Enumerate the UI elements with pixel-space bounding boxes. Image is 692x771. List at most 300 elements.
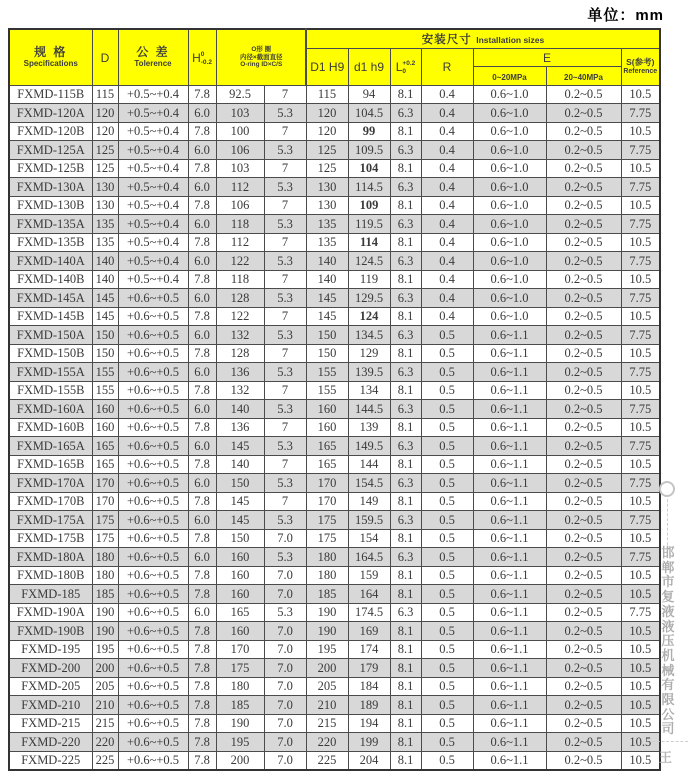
cell-spec: FXMD-220 [9, 733, 92, 752]
cell-E_20_40MPa: 0.2~0.5 [546, 474, 621, 493]
cell-E_0_20MPa: 0.6~1.1 [473, 603, 546, 622]
cell-D: 200 [92, 659, 118, 678]
cell-oring_cs: 7.0 [264, 585, 306, 604]
cell-E_20_40MPa: 0.2~0.5 [546, 85, 621, 104]
cell-L: 8.1 [390, 455, 421, 474]
table-row [9, 159, 660, 178]
table-row [9, 344, 660, 363]
cell-d1h9: 124 [348, 307, 390, 326]
cell-tolerance: +0.6~+0.5 [118, 307, 188, 326]
cell-E_0_20MPa: 0.6~1.0 [473, 122, 546, 141]
cell-D1H9: 165 [306, 455, 348, 474]
cell-d1h9: 129 [348, 344, 390, 363]
cell-E_20_40MPa: 0.2~0.5 [546, 603, 621, 622]
cell-H: 6.0 [188, 178, 216, 197]
cell-oring_id: 180 [216, 677, 264, 696]
cell-oring_cs: 5.3 [264, 141, 306, 160]
cell-H: 7.8 [188, 270, 216, 289]
cell-D: 225 [92, 751, 118, 770]
cell-D: 130 [92, 178, 118, 197]
cell-tolerance: +0.5~+0.4 [118, 178, 188, 197]
cell-R: 0.5 [421, 529, 473, 548]
cell-d1h9: 169 [348, 622, 390, 641]
cell-E_20_40MPa: 0.2~0.5 [546, 307, 621, 326]
cell-E_0_20MPa: 0.6~1.1 [473, 492, 546, 511]
cell-spec: FXMD-120A [9, 104, 92, 123]
cell-d1h9: 134.5 [348, 326, 390, 345]
cell-E_0_20MPa: 0.6~1.1 [473, 733, 546, 752]
cell-tolerance: +0.6~+0.5 [118, 437, 188, 456]
cell-spec: FXMD-195 [9, 640, 92, 659]
cell-spec: FXMD-145A [9, 289, 92, 308]
cell-oring_cs: 7.0 [264, 677, 306, 696]
cell-E_20_40MPa: 0.2~0.5 [546, 548, 621, 567]
cell-tolerance: +0.6~+0.5 [118, 418, 188, 437]
cell-R: 0.5 [421, 492, 473, 511]
cell-R: 0.4 [421, 233, 473, 252]
cell-d1h9: 144 [348, 455, 390, 474]
cell-spec: FXMD-215 [9, 714, 92, 733]
cell-D1H9: 135 [306, 233, 348, 252]
cell-D1H9: 175 [306, 529, 348, 548]
cell-E_20_40MPa: 0.2~0.5 [546, 178, 621, 197]
cell-spec: FXMD-115B [9, 85, 92, 104]
cell-D: 150 [92, 344, 118, 363]
cell-D: 135 [92, 233, 118, 252]
cell-E_20_40MPa: 0.2~0.5 [546, 437, 621, 456]
cell-D1H9: 190 [306, 622, 348, 641]
cell-E_0_20MPa: 0.6~1.1 [473, 474, 546, 493]
cell-spec: FXMD-190B [9, 622, 92, 641]
cell-L: 6.3 [390, 178, 421, 197]
cell-E_0_20MPa: 0.6~1.1 [473, 659, 546, 678]
cell-oring_cs: 5.3 [264, 252, 306, 271]
cell-L: 8.1 [390, 696, 421, 715]
cell-E_20_40MPa: 0.2~0.5 [546, 751, 621, 770]
cell-D1H9: 195 [306, 640, 348, 659]
cell-L: 6.3 [390, 141, 421, 160]
cell-oring_cs: 7.0 [264, 640, 306, 659]
table-row [9, 270, 660, 289]
cell-oring_id: 145 [216, 437, 264, 456]
header-installation-sizes: 安装尺寸 Installation sizes [306, 29, 660, 48]
cell-H: 7.8 [188, 307, 216, 326]
unit-label: 单位：mm [587, 7, 664, 24]
cell-E_0_20MPa: 0.6~1.0 [473, 215, 546, 234]
cell-S_ref: 10.5 [621, 270, 660, 289]
cell-spec: FXMD-130A [9, 178, 92, 197]
cell-D1H9: 140 [306, 252, 348, 271]
cell-oring_cs: 7.0 [264, 696, 306, 715]
cell-H: 7.8 [188, 492, 216, 511]
table-row [9, 566, 660, 585]
cell-E_0_20MPa: 0.6~1.0 [473, 141, 546, 160]
cell-oring_id: 106 [216, 196, 264, 215]
table-row [9, 437, 660, 456]
cell-S_ref: 7.75 [621, 141, 660, 160]
cell-tolerance: +0.6~+0.5 [118, 733, 188, 752]
cell-E_0_20MPa: 0.6~1.1 [473, 714, 546, 733]
cell-D1H9: 160 [306, 418, 348, 437]
cell-E_20_40MPa: 0.2~0.5 [546, 400, 621, 419]
cell-S_ref: 7.75 [621, 548, 660, 567]
cell-D1H9: 130 [306, 178, 348, 197]
cell-oring_id: 190 [216, 714, 264, 733]
cell-D1H9: 120 [306, 104, 348, 123]
cell-d1h9: 139.5 [348, 363, 390, 382]
cell-R: 0.5 [421, 714, 473, 733]
cell-H: 7.8 [188, 381, 216, 400]
cell-E_0_20MPa: 0.6~1.1 [473, 455, 546, 474]
cell-D1H9: 180 [306, 566, 348, 585]
cell-spec: FXMD-135B [9, 233, 92, 252]
cell-spec: FXMD-185 [9, 585, 92, 604]
cell-tolerance: +0.5~+0.4 [118, 104, 188, 123]
cell-D: 215 [92, 714, 118, 733]
table-row [9, 529, 660, 548]
cell-oring_id: 100 [216, 122, 264, 141]
table-row [9, 455, 660, 474]
cell-tolerance: +0.5~+0.4 [118, 141, 188, 160]
cell-tolerance: +0.5~+0.4 [118, 233, 188, 252]
cell-L: 8.1 [390, 381, 421, 400]
cell-L: 8.1 [390, 196, 421, 215]
cell-spec: FXMD-155A [9, 363, 92, 382]
cell-oring_id: 185 [216, 696, 264, 715]
cell-spec: FXMD-160A [9, 400, 92, 419]
cell-L: 8.1 [390, 418, 421, 437]
cell-R: 0.5 [421, 381, 473, 400]
table-row [9, 751, 660, 770]
cell-oring_id: 103 [216, 104, 264, 123]
cell-S_ref: 10.5 [621, 640, 660, 659]
cell-tolerance: +0.6~+0.5 [118, 677, 188, 696]
cell-D1H9: 155 [306, 381, 348, 400]
table-row [9, 640, 660, 659]
cell-oring_cs: 7 [264, 344, 306, 363]
cell-oring_cs: 5.3 [264, 363, 306, 382]
cell-d1h9: 99 [348, 122, 390, 141]
cell-D: 155 [92, 363, 118, 382]
watermark-dashed-line [667, 499, 668, 545]
cell-tolerance: +0.6~+0.5 [118, 455, 188, 474]
cell-spec: FXMD-155B [9, 381, 92, 400]
cell-E_20_40MPa: 0.2~0.5 [546, 215, 621, 234]
cell-D: 165 [92, 455, 118, 474]
cell-H: 6.0 [188, 141, 216, 160]
cell-R: 0.5 [421, 622, 473, 641]
cell-tolerance: +0.6~+0.5 [118, 363, 188, 382]
cell-D1H9: 225 [306, 751, 348, 770]
cell-D: 150 [92, 326, 118, 345]
table-row [9, 122, 660, 141]
cell-spec: FXMD-150A [9, 326, 92, 345]
cell-tolerance: +0.6~+0.5 [118, 289, 188, 308]
cell-D: 115 [92, 85, 118, 104]
cell-E_0_20MPa: 0.6~1.0 [473, 159, 546, 178]
cell-oring_id: 118 [216, 270, 264, 289]
cell-D1H9: 190 [306, 603, 348, 622]
cell-E_20_40MPa: 0.2~0.5 [546, 529, 621, 548]
cell-L: 6.3 [390, 548, 421, 567]
cell-L: 8.1 [390, 159, 421, 178]
cell-S_ref: 10.5 [621, 677, 660, 696]
cell-oring_id: 140 [216, 455, 264, 474]
cell-oring_id: 160 [216, 548, 264, 567]
cell-H: 7.8 [188, 696, 216, 715]
cell-L: 6.3 [390, 104, 421, 123]
header-h: H 0 -0.2 [188, 29, 216, 85]
cell-oring_id: 200 [216, 751, 264, 770]
cell-oring_cs: 5.3 [264, 326, 306, 345]
cell-oring_cs: 7 [264, 159, 306, 178]
company-name-vertical: 邯 郸 市 复 液 液 压 机 械 有 限 公 司 [661, 545, 675, 737]
cell-oring_id: 160 [216, 585, 264, 604]
cell-oring_id: 103 [216, 159, 264, 178]
cell-L: 8.1 [390, 751, 421, 770]
cell-tolerance: +0.6~+0.5 [118, 714, 188, 733]
cell-E_0_20MPa: 0.6~1.1 [473, 696, 546, 715]
cell-E_0_20MPa: 0.6~1.0 [473, 270, 546, 289]
cell-E_20_40MPa: 0.2~0.5 [546, 363, 621, 382]
cell-H: 7.8 [188, 640, 216, 659]
cell-E_0_20MPa: 0.6~1.1 [473, 381, 546, 400]
cell-D: 145 [92, 289, 118, 308]
cell-H: 7.8 [188, 159, 216, 178]
cell-tolerance: +0.6~+0.5 [118, 381, 188, 400]
cell-H: 7.8 [188, 677, 216, 696]
cell-oring_id: 112 [216, 233, 264, 252]
cell-oring_id: 92.5 [216, 85, 264, 104]
table-row [9, 85, 660, 104]
cell-S_ref: 10.5 [621, 696, 660, 715]
cell-tolerance: +0.6~+0.5 [118, 659, 188, 678]
cell-tolerance: +0.6~+0.5 [118, 622, 188, 641]
cell-R: 0.4 [421, 178, 473, 197]
cell-spec: FXMD-140A [9, 252, 92, 271]
cell-H: 6.0 [188, 437, 216, 456]
cell-S_ref: 10.5 [621, 492, 660, 511]
cell-d1h9: 199 [348, 733, 390, 752]
cell-D: 170 [92, 474, 118, 493]
cell-d1h9: 204 [348, 751, 390, 770]
cell-E_0_20MPa: 0.6~1.0 [473, 178, 546, 197]
header-e: E [473, 48, 621, 67]
table-row [9, 733, 660, 752]
table-row [9, 622, 660, 641]
cell-E_20_40MPa: 0.2~0.5 [546, 455, 621, 474]
cell-D1H9: 210 [306, 696, 348, 715]
cell-H: 6.0 [188, 363, 216, 382]
cell-S_ref: 10.5 [621, 659, 660, 678]
cell-E_20_40MPa: 0.2~0.5 [546, 252, 621, 271]
cell-E_20_40MPa: 0.2~0.5 [546, 511, 621, 530]
cell-L: 8.1 [390, 622, 421, 641]
cell-d1h9: 109 [348, 196, 390, 215]
cell-D: 210 [92, 696, 118, 715]
cell-d1h9: 129.5 [348, 289, 390, 308]
cell-D1H9: 145 [306, 289, 348, 308]
cell-D1H9: 145 [306, 307, 348, 326]
cell-d1h9: 179 [348, 659, 390, 678]
cell-E_20_40MPa: 0.2~0.5 [546, 122, 621, 141]
cell-d1h9: 139 [348, 418, 390, 437]
table-row [9, 233, 660, 252]
cell-H: 7.8 [188, 566, 216, 585]
cell-oring_cs: 5.3 [264, 603, 306, 622]
cell-S_ref: 7.75 [621, 603, 660, 622]
table-row [9, 677, 660, 696]
cell-E_0_20MPa: 0.6~1.1 [473, 566, 546, 585]
table-row [9, 492, 660, 511]
cell-E_0_20MPa: 0.6~1.0 [473, 196, 546, 215]
cell-d1h9: 144.5 [348, 400, 390, 419]
cell-E_20_40MPa: 0.2~0.5 [546, 622, 621, 641]
cell-H: 6.0 [188, 474, 216, 493]
cell-R: 0.4 [421, 104, 473, 123]
cell-tolerance: +0.5~+0.4 [118, 252, 188, 271]
table-row [9, 307, 660, 326]
header-tolerance: 公 差 Tolerence [118, 29, 188, 85]
table-row [9, 104, 660, 123]
cell-D: 165 [92, 437, 118, 456]
cell-L: 8.1 [390, 492, 421, 511]
cell-S_ref: 7.75 [621, 215, 660, 234]
cell-oring_cs: 7.0 [264, 714, 306, 733]
cell-tolerance: +0.6~+0.5 [118, 585, 188, 604]
header-specifications: 规 格 Specifications [9, 29, 92, 85]
cell-spec: FXMD-130B [9, 196, 92, 215]
cell-H: 6.0 [188, 252, 216, 271]
cell-d1h9: 184 [348, 677, 390, 696]
table-row [9, 548, 660, 567]
cell-S_ref: 10.5 [621, 233, 660, 252]
cell-oring_id: 132 [216, 326, 264, 345]
cell-tolerance: +0.5~+0.4 [118, 270, 188, 289]
cell-oring_id: 150 [216, 529, 264, 548]
cell-D: 205 [92, 677, 118, 696]
cell-spec: FXMD-140B [9, 270, 92, 289]
cell-d1h9: 119.5 [348, 215, 390, 234]
cell-spec: FXMD-225 [9, 751, 92, 770]
cell-R: 0.5 [421, 344, 473, 363]
cell-D: 155 [92, 381, 118, 400]
cell-R: 0.4 [421, 289, 473, 308]
cell-D1H9: 125 [306, 159, 348, 178]
table-row [9, 418, 660, 437]
cell-oring_id: 128 [216, 344, 264, 363]
cell-H: 6.0 [188, 548, 216, 567]
cell-H: 7.8 [188, 122, 216, 141]
cell-tolerance: +0.5~+0.4 [118, 215, 188, 234]
cell-d1h9: 154.5 [348, 474, 390, 493]
cell-tolerance: +0.6~+0.5 [118, 566, 188, 585]
cell-D1H9: 120 [306, 122, 348, 141]
cell-E_20_40MPa: 0.2~0.5 [546, 344, 621, 363]
cell-spec: FXMD-200 [9, 659, 92, 678]
partial-glyph: 王 [659, 750, 673, 765]
cell-tolerance: +0.5~+0.4 [118, 122, 188, 141]
cell-spec: FXMD-180B [9, 566, 92, 585]
cell-H: 7.8 [188, 529, 216, 548]
cell-E_0_20MPa: 0.6~1.1 [473, 622, 546, 641]
cell-D1H9: 220 [306, 733, 348, 752]
cell-S_ref: 7.75 [621, 363, 660, 382]
cell-oring_cs: 5.3 [264, 104, 306, 123]
header-r: R [421, 48, 473, 85]
cell-D1H9: 150 [306, 326, 348, 345]
cell-oring_cs: 7 [264, 270, 306, 289]
cell-H: 7.8 [188, 344, 216, 363]
watermark-dashed-divider [652, 741, 688, 742]
cell-oring_id: 195 [216, 733, 264, 752]
cell-R: 0.5 [421, 603, 473, 622]
cell-spec: FXMD-125A [9, 141, 92, 160]
cell-L: 8.1 [390, 640, 421, 659]
cell-E_0_20MPa: 0.6~1.0 [473, 307, 546, 326]
cell-oring_id: 122 [216, 252, 264, 271]
cell-R: 0.5 [421, 751, 473, 770]
cell-R: 0.5 [421, 696, 473, 715]
cell-E_0_20MPa: 0.6~1.0 [473, 104, 546, 123]
cell-D: 170 [92, 492, 118, 511]
cell-E_0_20MPa: 0.6~1.0 [473, 233, 546, 252]
cell-S_ref: 10.5 [621, 122, 660, 141]
cell-D1H9: 170 [306, 474, 348, 493]
cell-d1h9: 124.5 [348, 252, 390, 271]
cell-E_0_20MPa: 0.6~1.0 [473, 289, 546, 308]
cell-d1h9: 114.5 [348, 178, 390, 197]
cell-R: 0.5 [421, 326, 473, 345]
table-row [9, 659, 660, 678]
cell-H: 7.8 [188, 659, 216, 678]
cell-R: 0.4 [421, 270, 473, 289]
cell-tolerance: +0.6~+0.5 [118, 751, 188, 770]
cell-spec: FXMD-165B [9, 455, 92, 474]
table-row [9, 714, 660, 733]
table-row [9, 289, 660, 308]
cell-D: 130 [92, 196, 118, 215]
cell-oring_cs: 5.3 [264, 548, 306, 567]
cell-d1h9: 164 [348, 585, 390, 604]
cell-S_ref: 10.5 [621, 85, 660, 104]
cell-L: 6.3 [390, 400, 421, 419]
watermark-circle-icon [659, 481, 675, 497]
cell-H: 6.0 [188, 511, 216, 530]
cell-oring_id: 132 [216, 381, 264, 400]
cell-d1h9: 174.5 [348, 603, 390, 622]
cell-L: 6.3 [390, 215, 421, 234]
cell-E_20_40MPa: 0.2~0.5 [546, 714, 621, 733]
table-row [9, 400, 660, 419]
cell-oring_cs: 5.3 [264, 289, 306, 308]
cell-tolerance: +0.5~+0.4 [118, 196, 188, 215]
header-s-reference: S(参考) Reference [621, 48, 660, 85]
cell-S_ref: 10.5 [621, 418, 660, 437]
cell-L: 8.1 [390, 233, 421, 252]
cell-d1h9: 104.5 [348, 104, 390, 123]
cell-D: 195 [92, 640, 118, 659]
cell-tolerance: +0.6~+0.5 [118, 344, 188, 363]
cell-tolerance: +0.6~+0.5 [118, 603, 188, 622]
cell-D: 120 [92, 104, 118, 123]
cell-spec: FXMD-145B [9, 307, 92, 326]
cell-oring_cs: 5.3 [264, 178, 306, 197]
cell-L: 8.1 [390, 122, 421, 141]
cell-oring_cs: 7 [264, 307, 306, 326]
cell-tolerance: +0.6~+0.5 [118, 548, 188, 567]
cell-E_20_40MPa: 0.2~0.5 [546, 659, 621, 678]
